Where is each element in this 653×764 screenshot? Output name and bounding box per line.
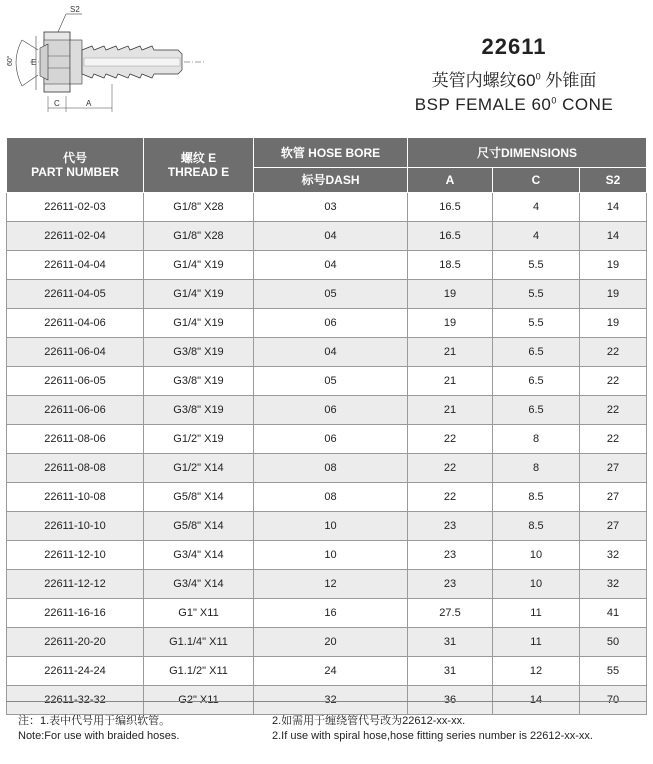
cell-s2: 22 xyxy=(580,425,647,454)
cell-s2: 22 xyxy=(580,396,647,425)
cell-dash: 08 xyxy=(254,454,408,483)
cell-thread: G1/4" X19 xyxy=(144,309,254,338)
cell-part-number: 22611-12-10 xyxy=(7,541,144,570)
cell-dash: 24 xyxy=(254,657,408,686)
cell-a: 23 xyxy=(408,570,493,599)
cell-c: 6.5 xyxy=(493,367,580,396)
cell-dash: 20 xyxy=(254,628,408,657)
cell-dash: 06 xyxy=(254,425,408,454)
cell-s2: 27 xyxy=(580,454,647,483)
spec-table xyxy=(6,137,647,715)
cell-c: 8 xyxy=(493,454,580,483)
cell-s2: 50 xyxy=(580,628,647,657)
cell-a: 22 xyxy=(408,454,493,483)
product-code: 22611 xyxy=(481,34,547,59)
cell-part-number: 22611-08-06 xyxy=(7,425,144,454)
cell-dash: 04 xyxy=(254,222,408,251)
cell-s2: 19 xyxy=(580,309,647,338)
cell-a: 18.5 xyxy=(408,251,493,280)
cell-c: 11 xyxy=(493,628,580,657)
cell-s2: 19 xyxy=(580,251,647,280)
header-s2: S2 xyxy=(580,168,647,193)
cell-part-number: 22611-04-05 xyxy=(7,280,144,309)
cell-dash: 12 xyxy=(254,570,408,599)
header-part-number xyxy=(7,138,144,193)
diagram-label-e: E xyxy=(31,58,37,67)
cell-thread: G1.1/2" X11 xyxy=(144,657,254,686)
table-row xyxy=(7,222,647,251)
title-english xyxy=(383,95,645,115)
table-row xyxy=(7,628,647,657)
cell-s2: 14 xyxy=(580,193,647,222)
title-english-prefix: BSP FEMALE 60 xyxy=(414,95,552,114)
table-row xyxy=(7,251,647,280)
header-a: A xyxy=(408,168,493,193)
cell-a: 19 xyxy=(408,309,493,338)
table-row xyxy=(7,686,647,715)
cell-dash: 04 xyxy=(254,338,408,367)
table-row xyxy=(7,657,647,686)
cell-c: 6.5 xyxy=(493,338,580,367)
cell-a: 31 xyxy=(408,657,493,686)
header-c: C xyxy=(493,168,580,193)
cell-dash: 08 xyxy=(254,483,408,512)
cell-c: 4 xyxy=(493,193,580,222)
cell-a: 36 xyxy=(408,686,493,715)
cell-part-number: 22611-10-08 xyxy=(7,483,144,512)
cell-c: 8 xyxy=(493,425,580,454)
cell-thread: G1/2" X14 xyxy=(144,454,254,483)
cell-a: 27.5 xyxy=(408,599,493,628)
cell-dash: 04 xyxy=(254,251,408,280)
title-chinese-prefix: 英管内螺纹60 xyxy=(431,71,536,90)
cell-c: 11 xyxy=(493,599,580,628)
fitting-diagram xyxy=(0,0,240,120)
cell-thread: G1/8" X28 xyxy=(144,222,254,251)
cell-thread: G3/8" X19 xyxy=(144,396,254,425)
cell-dash: 16 xyxy=(254,599,408,628)
cell-a: 23 xyxy=(408,541,493,570)
table-row xyxy=(7,193,647,222)
header-thread xyxy=(144,138,254,193)
cell-part-number: 22611-24-24 xyxy=(7,657,144,686)
cell-dash: 32 xyxy=(254,686,408,715)
cell-a: 16.5 xyxy=(408,222,493,251)
cell-c: 4 xyxy=(493,222,580,251)
title-chinese-suffix: 外锥面 xyxy=(540,71,597,90)
table-row xyxy=(7,425,647,454)
cell-c: 10 xyxy=(493,570,580,599)
degree-sup-zh: 0 xyxy=(535,71,541,82)
cell-part-number: 22611-20-20 xyxy=(7,628,144,657)
cell-a: 23 xyxy=(408,512,493,541)
cell-thread: G3/8" X19 xyxy=(144,367,254,396)
cell-part-number: 22611-04-04 xyxy=(7,251,144,280)
cell-part-number: 22611-08-08 xyxy=(7,454,144,483)
title-english-suffix: CONE xyxy=(556,95,614,114)
footer-divider xyxy=(6,701,646,702)
table-row xyxy=(7,483,647,512)
diagram-label-a: A xyxy=(86,99,92,108)
cell-dash: 06 xyxy=(254,309,408,338)
cell-c: 6.5 xyxy=(493,396,580,425)
cell-c: 10 xyxy=(493,541,580,570)
header-dimensions: 尺寸DIMENSIONS xyxy=(408,138,647,168)
cell-thread: G3/4" X14 xyxy=(144,541,254,570)
note-1-en: Note:For use with braided hoses. xyxy=(18,730,180,742)
cell-a: 22 xyxy=(408,425,493,454)
header-part-en: PART NUMBER xyxy=(31,165,119,179)
cell-part-number: 22611-06-04 xyxy=(7,338,144,367)
cell-a: 21 xyxy=(408,338,493,367)
diagram-label-angle: 60° xyxy=(7,55,14,66)
note-1-zh: 注：1.表中代号用于编织软管。 xyxy=(18,715,171,727)
cell-s2: 55 xyxy=(580,657,647,686)
cell-dash: 05 xyxy=(254,280,408,309)
cell-a: 22 xyxy=(408,483,493,512)
cell-s2: 19 xyxy=(580,280,647,309)
cell-s2: 70 xyxy=(580,686,647,715)
cell-part-number: 22611-32-32 xyxy=(7,686,144,715)
cell-c: 14 xyxy=(493,686,580,715)
cell-part-number: 22611-10-10 xyxy=(7,512,144,541)
cell-thread: G2" X11 xyxy=(144,686,254,715)
cell-thread: G1/4" X19 xyxy=(144,280,254,309)
cell-c: 5.5 xyxy=(493,309,580,338)
cell-c: 8.5 xyxy=(493,483,580,512)
cell-part-number: 22611-06-06 xyxy=(7,396,144,425)
cell-thread: G1" X11 xyxy=(144,599,254,628)
cell-dash: 05 xyxy=(254,367,408,396)
cell-a: 19 xyxy=(408,280,493,309)
cell-thread: G1/8" X28 xyxy=(144,193,254,222)
cell-dash: 10 xyxy=(254,512,408,541)
notes-col-2 xyxy=(272,714,652,744)
cell-dash: 10 xyxy=(254,541,408,570)
cell-s2: 22 xyxy=(580,338,647,367)
cell-thread: G5/8" X14 xyxy=(144,483,254,512)
cell-part-number: 22611-06-05 xyxy=(7,367,144,396)
cell-thread: G3/8" X19 xyxy=(144,338,254,367)
table-row xyxy=(7,454,647,483)
diagram-label-s2: S2 xyxy=(70,5,80,14)
degree-sup-en: 0 xyxy=(551,95,557,106)
header-hose-bore: 软管 HOSE BORE xyxy=(254,138,408,168)
cell-c: 5.5 xyxy=(493,280,580,309)
table-row xyxy=(7,541,647,570)
cell-c: 8.5 xyxy=(493,512,580,541)
cell-s2: 27 xyxy=(580,483,647,512)
title-chinese xyxy=(383,66,645,91)
cell-thread: G5/8" X14 xyxy=(144,512,254,541)
cell-s2: 14 xyxy=(580,222,647,251)
title-block xyxy=(345,34,645,115)
header-thread-en: THREAD E xyxy=(167,165,230,179)
cell-thread: G1/2" X19 xyxy=(144,425,254,454)
note-2-en: 2.If use with spiral hose,hose fitting series number is 22612-xx-xx. xyxy=(272,730,593,742)
cell-s2: 22 xyxy=(580,367,647,396)
table-row xyxy=(7,338,647,367)
header-thread-zh: 螺纹 E xyxy=(180,151,217,165)
cell-s2: 32 xyxy=(580,541,647,570)
notes-col-1 xyxy=(18,714,258,744)
table-row xyxy=(7,309,647,338)
cell-part-number: 22611-04-06 xyxy=(7,309,144,338)
diagram-label-c: C xyxy=(54,99,60,108)
cell-a: 21 xyxy=(408,367,493,396)
table-row xyxy=(7,599,647,628)
cell-c: 5.5 xyxy=(493,251,580,280)
header-dash: 标号DASH xyxy=(254,168,408,193)
header-part-zh: 代号 xyxy=(62,151,87,165)
cell-part-number: 22611-02-03 xyxy=(7,193,144,222)
table-row xyxy=(7,512,647,541)
cell-a: 21 xyxy=(408,396,493,425)
cell-part-number: 22611-16-16 xyxy=(7,599,144,628)
table-row xyxy=(7,280,647,309)
cell-s2: 41 xyxy=(580,599,647,628)
cell-thread: G3/4" X14 xyxy=(144,570,254,599)
cell-part-number: 22611-12-12 xyxy=(7,570,144,599)
cell-s2: 27 xyxy=(580,512,647,541)
cell-c: 12 xyxy=(493,657,580,686)
cell-a: 16.5 xyxy=(408,193,493,222)
cell-dash: 06 xyxy=(254,396,408,425)
note-2-zh: 2.如需用于缠绕管代号改为22612-xx-xx. xyxy=(272,715,466,727)
cell-part-number: 22611-02-04 xyxy=(7,222,144,251)
table-row xyxy=(7,570,647,599)
cell-thread: G1/4" X19 xyxy=(144,251,254,280)
cell-dash: 03 xyxy=(254,193,408,222)
table-row xyxy=(7,396,647,425)
cell-thread: G1.1/4" X11 xyxy=(144,628,254,657)
cell-s2: 32 xyxy=(580,570,647,599)
table-row xyxy=(7,367,647,396)
cell-a: 31 xyxy=(408,628,493,657)
table-body xyxy=(7,193,647,715)
